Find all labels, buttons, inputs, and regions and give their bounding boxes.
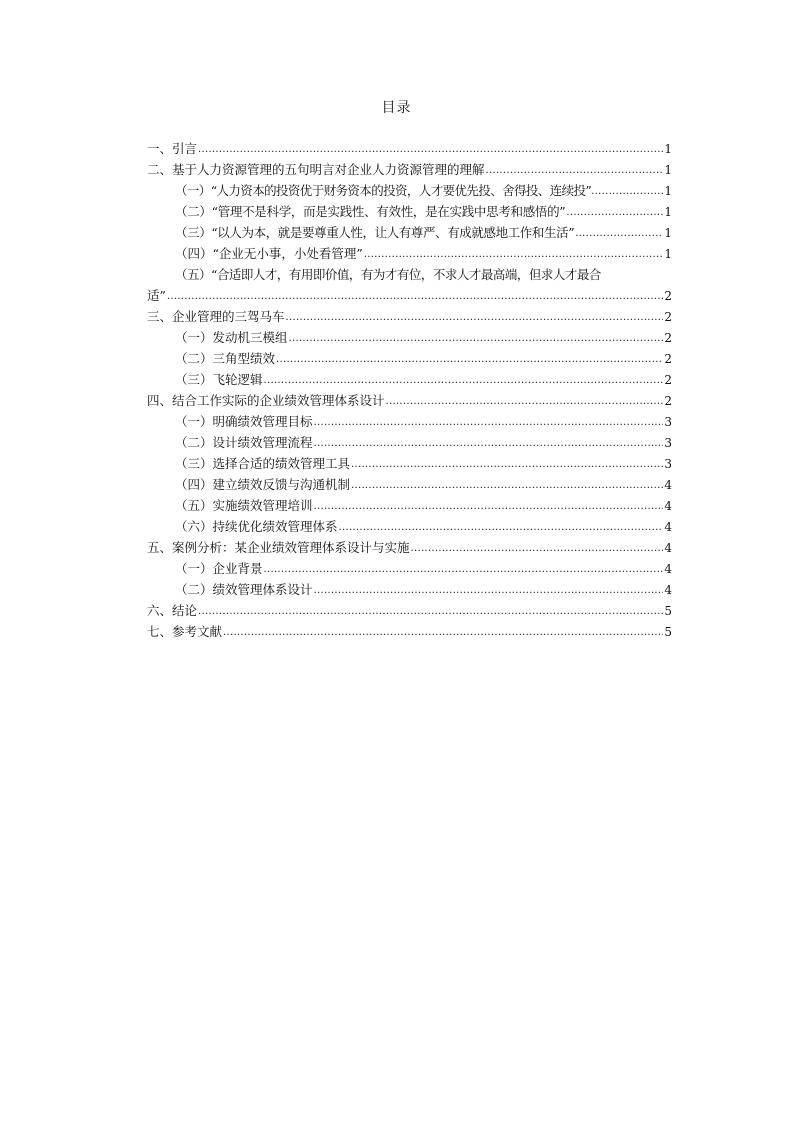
toc-entry-text-line2: 适” <box>147 288 166 303</box>
toc-entry[interactable] <box>147 411 672 432</box>
dot-leader <box>286 305 664 328</box>
toc-entry-continuation <box>147 285 672 306</box>
toc-entry-text: （四）建立绩效反馈与沟通机制 <box>175 477 351 492</box>
toc-entry[interactable] <box>147 516 672 537</box>
toc-entry[interactable] <box>147 390 672 411</box>
toc-page-number: 4 <box>664 520 672 534</box>
toc-title: 目录 <box>381 100 412 116</box>
toc-entry-text: （一）发动机三模组 <box>175 330 288 345</box>
dot-leader <box>364 242 664 265</box>
toc-page-number: 4 <box>664 499 672 513</box>
toc-page-number: 1 <box>664 226 672 240</box>
toc-page-number: 4 <box>664 541 672 555</box>
toc-page-number: 2 <box>664 394 672 408</box>
toc-entry[interactable] <box>147 537 672 558</box>
toc-entry-text: （二）“管理不是科学，而是实践性、有效性，是在实践中思考和感悟的” <box>175 204 566 219</box>
toc-entry-text: （三）“以人为本，就是要尊重人性，让人有尊严、有成就感地工作和生活” <box>175 225 575 240</box>
toc-entry-text: 四、结合工作实际的企业绩效管理体系设计 <box>147 393 385 408</box>
toc-entry[interactable] <box>147 306 672 327</box>
table-of-contents <box>147 138 672 642</box>
toc-entry[interactable] <box>147 558 672 579</box>
toc-page-number: 5 <box>664 604 672 618</box>
dot-leader <box>167 284 663 307</box>
toc-entry-multiline[interactable] <box>147 264 672 306</box>
toc-entry[interactable] <box>147 474 672 495</box>
toc-entry-text: 七、参考文献 <box>147 624 223 639</box>
dot-leader <box>314 410 664 433</box>
toc-entry-text: （三）飞轮逻辑 <box>175 372 263 387</box>
dot-leader <box>198 137 663 160</box>
dot-leader <box>386 389 664 412</box>
toc-entry[interactable] <box>147 432 672 453</box>
toc-entry-text: （四）“企业无小事，小处看管理” <box>175 246 363 261</box>
toc-page-number: 1 <box>664 163 672 177</box>
toc-entry-text: （一）“人力资本的投资优于财务资本的投资，人才要优先投、舍得投、连续投” <box>175 183 592 198</box>
toc-entry-text: （六）持续优化绩效管理体系 <box>175 519 338 534</box>
toc-entry[interactable] <box>147 180 672 201</box>
toc-page-number: 4 <box>664 562 672 576</box>
dot-leader <box>264 368 664 391</box>
toc-entry-text: （二）三角型绩效 <box>175 351 276 366</box>
toc-page-number: 2 <box>664 331 672 345</box>
dot-leader <box>486 158 664 181</box>
dot-leader <box>351 452 663 475</box>
toc-entry[interactable] <box>147 579 672 600</box>
toc-page-number: 3 <box>664 415 672 429</box>
dot-leader <box>223 620 663 643</box>
toc-entry-text: 二、基于人力资源管理的五句明言对企业人力资源管理的理解 <box>147 162 485 177</box>
dot-leader <box>351 473 663 496</box>
toc-entry-text-line1: （五）“合适即人才，有用即价值，有为才有位，不求人才最高端，但求人才最合 <box>175 267 601 282</box>
toc-entry-text: （五）实施绩效管理培训 <box>175 498 313 513</box>
dot-leader <box>276 347 663 370</box>
dot-leader <box>264 557 664 580</box>
toc-entry[interactable] <box>147 495 672 516</box>
dot-leader <box>411 536 664 559</box>
toc-page-number: 2 <box>664 373 672 387</box>
toc-page-number: 1 <box>664 205 672 219</box>
dot-leader <box>314 494 664 517</box>
toc-entry[interactable] <box>147 201 672 222</box>
toc-entry-text: 一、引言 <box>147 141 198 156</box>
toc-page-number: 2 <box>664 310 672 324</box>
toc-page-number: 4 <box>664 478 672 492</box>
toc-page-number: 1 <box>664 184 672 198</box>
dot-leader <box>314 431 664 454</box>
toc-page-number: 5 <box>664 625 672 639</box>
toc-page-number: 2 <box>664 352 672 366</box>
toc-page-number: 1 <box>664 142 672 156</box>
toc-entry-text: 六、结论 <box>147 603 198 618</box>
toc-page-number: 3 <box>664 457 672 471</box>
toc-page-number: 1 <box>664 247 672 261</box>
toc-entry[interactable] <box>147 453 672 474</box>
toc-page-number: 2 <box>664 289 672 303</box>
toc-entry[interactable] <box>147 138 672 159</box>
dot-leader <box>289 326 664 349</box>
dot-leader <box>575 221 663 244</box>
toc-entry-text: （一）明确绩效管理目标 <box>175 414 313 429</box>
toc-entry[interactable] <box>147 327 672 348</box>
toc-entry[interactable] <box>147 369 672 390</box>
toc-entry-text: （二）绩效管理体系设计 <box>175 582 313 597</box>
toc-entry-text: （三）选择合适的绩效管理工具 <box>175 456 351 471</box>
dot-leader <box>591 179 664 202</box>
toc-entry[interactable] <box>147 621 672 642</box>
dot-leader <box>314 578 664 601</box>
toc-entry-text: 五、案例分析：某企业绩效管理体系设计与实施 <box>147 540 410 555</box>
dot-leader <box>566 200 663 223</box>
toc-entry[interactable] <box>147 222 672 243</box>
toc-entry[interactable] <box>147 600 672 621</box>
toc-page-number: 3 <box>664 436 672 450</box>
toc-entry-text: 三、企业管理的三驾马车 <box>147 309 285 324</box>
dot-leader <box>339 515 664 538</box>
toc-entry[interactable] <box>147 243 672 264</box>
toc-entry[interactable] <box>147 348 672 369</box>
toc-entry-text: （一）企业背景 <box>175 561 263 576</box>
toc-page-number: 4 <box>664 583 672 597</box>
dot-leader <box>198 599 663 622</box>
toc-entry-text: （二）设计绩效管理流程 <box>175 435 313 450</box>
toc-entry[interactable] <box>147 159 672 180</box>
